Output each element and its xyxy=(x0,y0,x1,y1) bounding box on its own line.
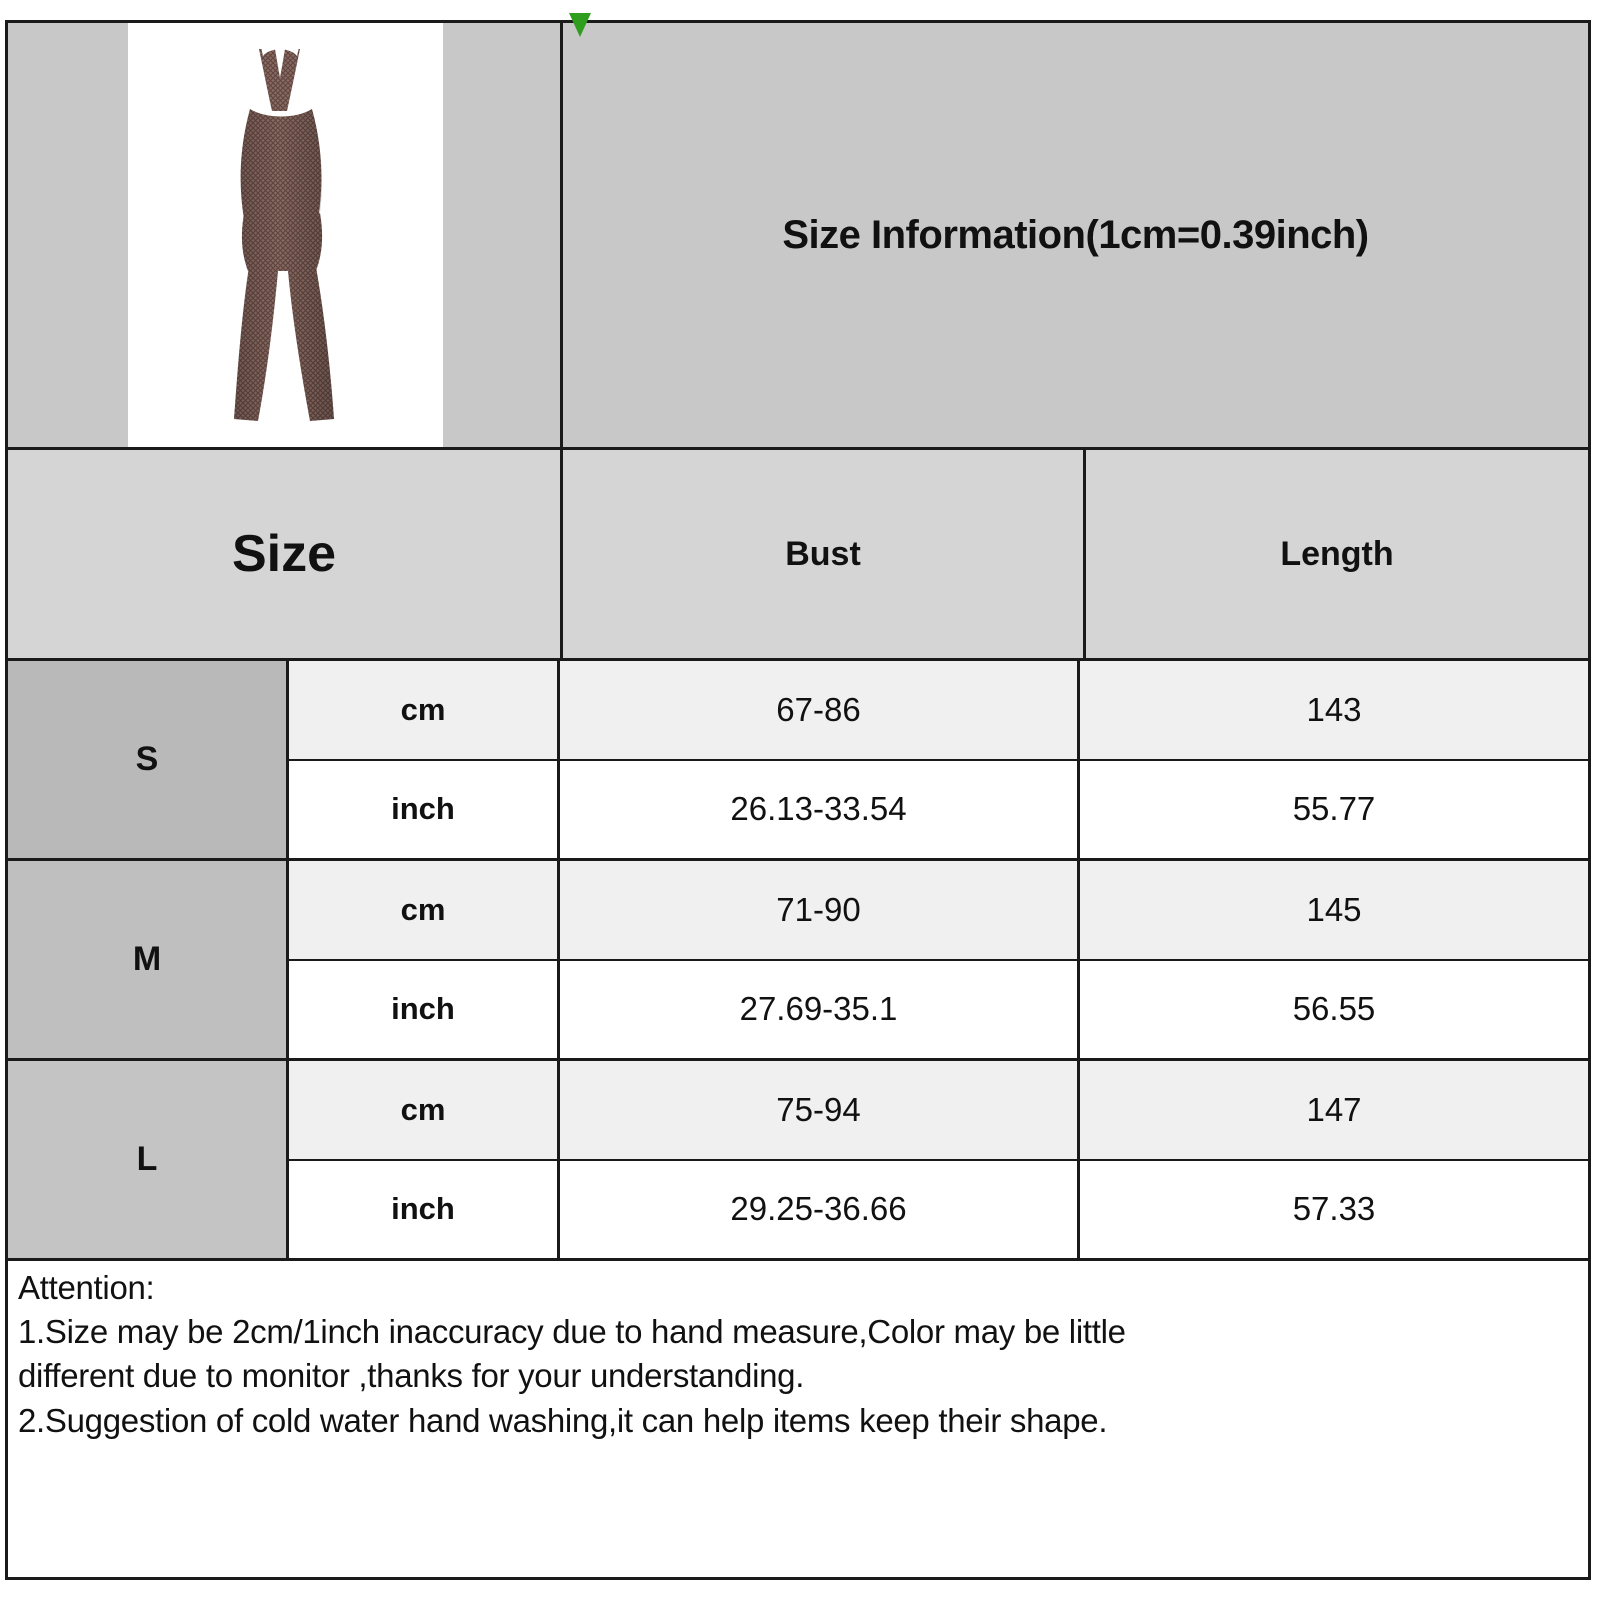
attention-heading: Attention: xyxy=(18,1269,155,1306)
row-cm xyxy=(289,661,1588,761)
table-header-row xyxy=(8,450,1588,661)
attention-section xyxy=(8,1261,1588,1577)
length-value: 57.33 xyxy=(1292,1190,1376,1228)
header-size xyxy=(8,450,563,658)
unit-cell: cm xyxy=(289,1061,560,1159)
row-inch xyxy=(289,1161,1588,1259)
attention-line-3: 2.Suggestion of cold water hand washing,it can help items keep their shape. xyxy=(18,1401,1108,1439)
header-length-label: Length xyxy=(1280,534,1394,573)
length-value: 145 xyxy=(1306,890,1362,928)
unit-cell: cm xyxy=(289,861,560,959)
row-cm xyxy=(289,1061,1588,1161)
title-cell xyxy=(563,23,1588,447)
table-row xyxy=(8,661,1588,861)
product-image-backdrop xyxy=(128,23,443,447)
table-row xyxy=(8,1061,1588,1261)
length-value: 55.77 xyxy=(1292,790,1376,828)
bust-value: 29.25-36.66 xyxy=(560,1161,1080,1259)
bust-value: 75-94 xyxy=(560,1061,1080,1159)
header-size-label: Size xyxy=(231,525,337,583)
row-cm xyxy=(289,861,1588,961)
garment-illustration xyxy=(128,23,443,447)
attention-line-2: different due to monitor ,thanks for your understanding. xyxy=(18,1357,805,1395)
bust-value: 67-86 xyxy=(560,661,1080,759)
unit-cell: inch xyxy=(289,961,560,1059)
header-bust xyxy=(563,450,1086,658)
attention-line-1: 1.Size may be 2cm/1inch inaccuracy due to hand measure,Color may be little xyxy=(18,1313,1126,1351)
size-label-s: S xyxy=(8,661,289,858)
length-value: 147 xyxy=(1306,1090,1362,1128)
header-length xyxy=(1086,450,1588,658)
page-title: Size Information(1cm=0.39inch) xyxy=(782,212,1369,257)
table-row xyxy=(8,861,1588,1061)
green-corner-icon xyxy=(569,13,591,37)
unit-cell: cm xyxy=(289,661,560,759)
length-value: 56.55 xyxy=(1292,990,1376,1028)
size-s-measurements xyxy=(289,661,1588,858)
top-band xyxy=(8,23,1588,450)
unit-cell: inch xyxy=(289,1161,560,1259)
length-value: 143 xyxy=(1306,690,1362,728)
bust-value: 26.13-33.54 xyxy=(560,761,1080,859)
unit-cell: inch xyxy=(289,761,560,859)
size-m-measurements xyxy=(289,861,1588,1058)
header-bust-label: Bust xyxy=(785,534,861,573)
row-inch xyxy=(289,961,1588,1059)
bust-value: 27.69-35.1 xyxy=(560,961,1080,1059)
size-label-l: L xyxy=(8,1061,289,1258)
size-chart-sheet xyxy=(5,20,1591,1580)
bust-value: 71-90 xyxy=(560,861,1080,959)
size-l-measurements xyxy=(289,1061,1588,1258)
product-image-cell xyxy=(8,23,563,447)
size-label-m: M xyxy=(8,861,289,1058)
row-inch xyxy=(289,761,1588,859)
